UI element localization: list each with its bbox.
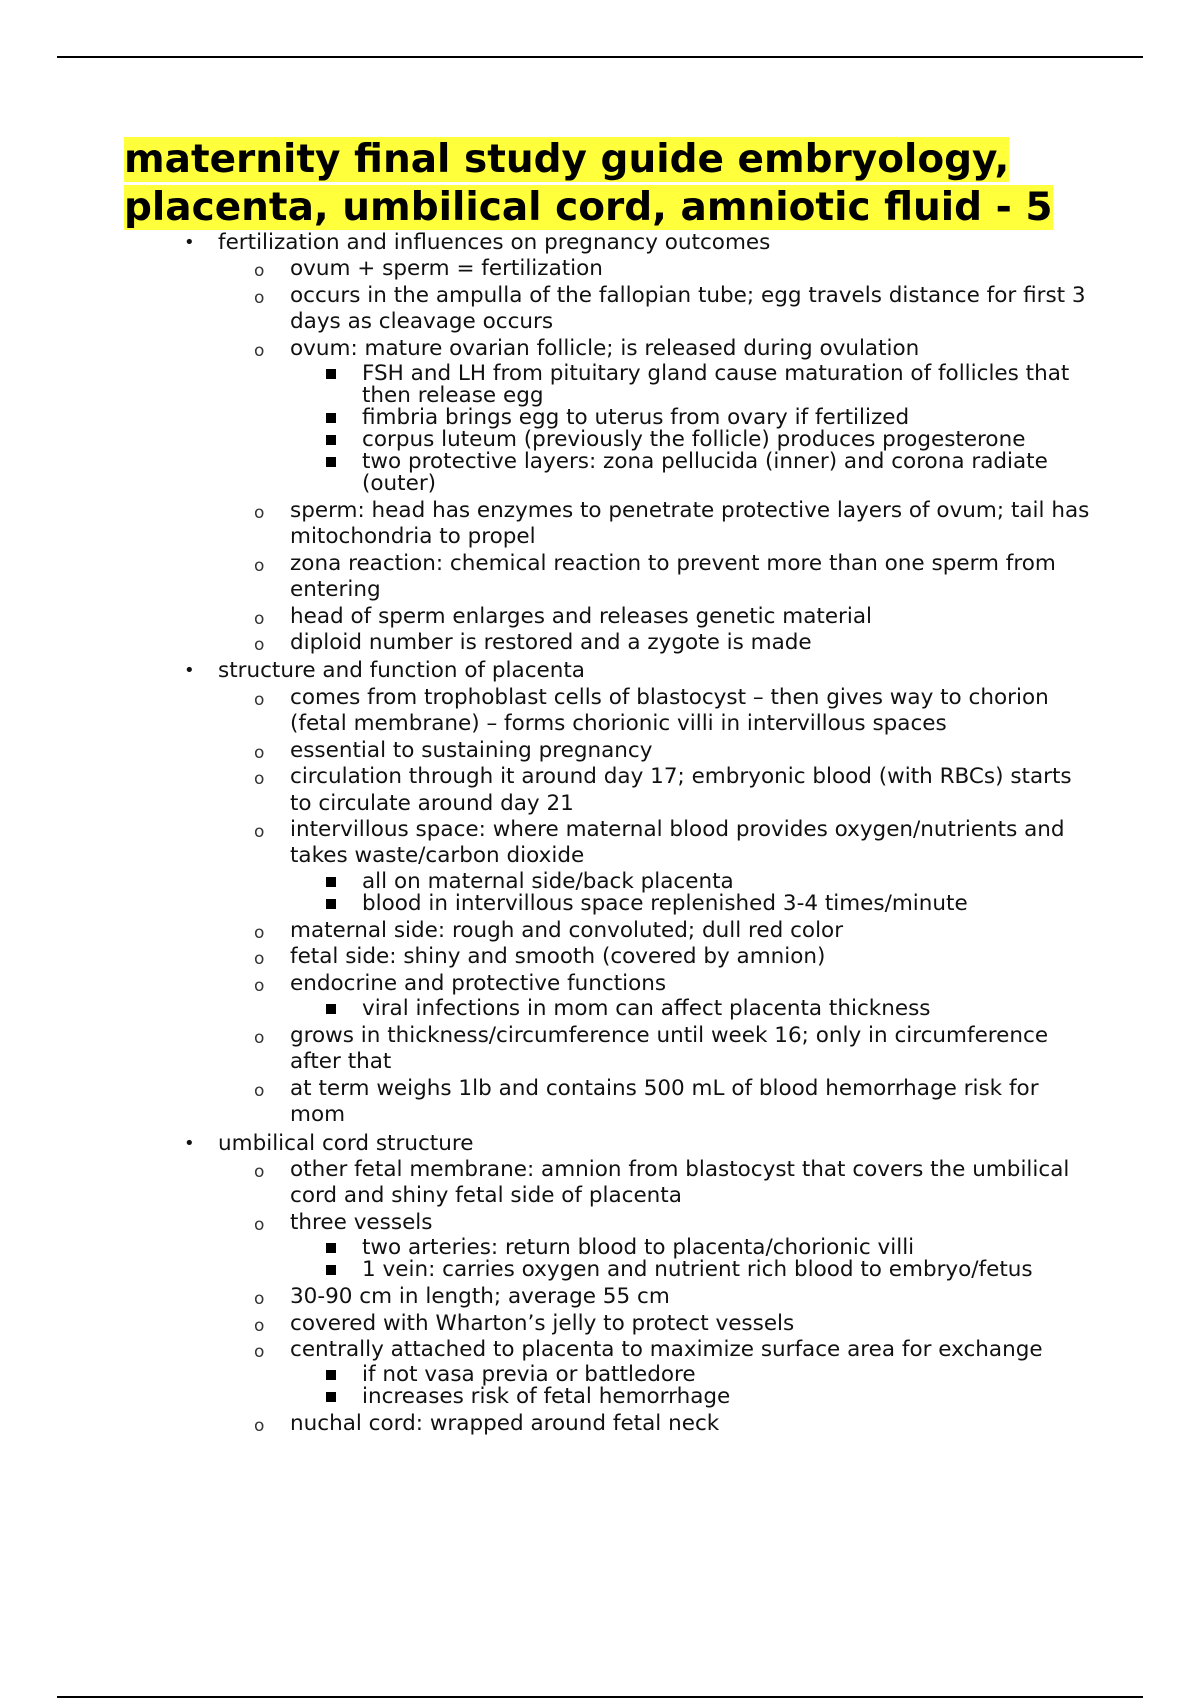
detail-item [290,890,1200,916]
sub-list [218,685,1200,1129]
circle-bullet-icon: o [254,1161,265,1182]
detail-item [290,363,1200,407]
outline-list [0,230,1200,1438]
list-item [218,738,1200,764]
list-item [218,1284,1200,1310]
section-item [0,1131,1200,1438]
top-rule [57,56,1143,58]
item-text: ovum + sperm = fertilization [290,256,603,282]
circle-bullet-icon: o [254,287,265,308]
item-text: grows in thickness/circumference until week 16; only in circumference after that [290,1022,1049,1075]
circle-bullet-icon: o [254,635,265,656]
list-item [218,1311,1200,1337]
item-text: at term weighs 1lb and contains 500 mL of blood hemorrhage risk for mom [290,1075,1039,1128]
section-heading: umbilical cord structure [218,1130,474,1156]
detail-item [290,407,1200,429]
section-item [0,230,1200,656]
circle-bullet-icon: o [254,949,265,970]
detail-item [290,451,1200,495]
square-bullet-icon [326,1004,336,1014]
bullet-icon: • [184,232,195,253]
circle-bullet-icon: o [254,1080,265,1101]
circle-bullet-icon: o [254,742,265,763]
list-item [218,551,1200,604]
square-bullet-icon [326,877,336,887]
bullet-icon: • [184,1132,195,1154]
square-bullet-icon [326,369,336,379]
square-bullet-icon [326,1370,336,1380]
detail-text: if not vasa previa or battledore [362,1362,696,1388]
circle-bullet-icon: o [254,821,265,842]
detail-text: all on maternal side/back placenta [362,868,734,894]
item-text: maternal side: rough and convoluted; dull red color [290,917,844,943]
list-item [218,1157,1200,1210]
square-bullet-icon [326,1392,336,1402]
item-text: centrally attached to placenta to maximize surface area for exchange [290,1337,1043,1362]
list-item [218,498,1200,551]
item-text: other fetal membrane: amnion from blastocyst that covers the umbilical cord and shiny fetal side of placenta [290,1156,1070,1209]
circle-bullet-icon: o [254,769,265,790]
list-item [218,283,1200,336]
detail-text: 1 vein: carries oxygen and nutrient rich blood to embryo/fetus [362,1257,1033,1283]
circle-bullet-icon: o [254,1342,265,1362]
list-item [218,1023,1200,1076]
item-text: sperm: head has enzymes to penetrate protective layers of ovum; tail has mitochondria to propel [290,498,1090,550]
circle-bullet-icon: o [254,555,265,576]
square-bullet-icon [326,899,336,909]
list-item [218,1411,1200,1437]
circle-bullet-icon: o [254,261,265,282]
detail-text: FSH and LH from pituitary gland cause maturation of follicles that then release egg [362,361,1070,409]
item-text: comes from trophoblast cells of blastocyst – then gives way to chorion (fetal membrane) – forms chorionic villi in intervillous spaces [290,684,1049,737]
circle-bullet-icon: o [254,340,265,361]
square-bullet-icon [326,1243,336,1253]
list-item [218,764,1200,817]
detail-list [290,868,1200,916]
circle-bullet-icon: o [254,1289,265,1310]
circle-bullet-icon: o [254,503,265,524]
section-item [0,658,1200,1128]
item-text: nuchal cord: wrapped around fetal neck [290,1411,720,1437]
circle-bullet-icon: o [254,608,265,629]
circle-bullet-icon: o [254,975,265,996]
section-heading: structure and function of placenta [218,658,585,684]
square-bullet-icon [326,457,336,467]
detail-item [290,1386,1200,1408]
detail-text: blood in intervillous space replenished 3-4 times/minute [362,890,968,916]
square-bullet-icon [326,435,336,445]
detail-list [290,1237,1200,1281]
item-text: diploid number is restored and a zygote is made [290,630,812,656]
bullet-icon: • [184,660,195,682]
sub-list [218,1157,1200,1438]
detail-item [290,1364,1200,1386]
list-item [218,918,1200,944]
list-item [218,336,1200,495]
list-item [218,685,1200,738]
detail-text: viral infections in mom can affect placenta thickness [362,995,931,1021]
circle-bullet-icon: o [254,1315,265,1336]
detail-item [290,429,1200,451]
list-item [218,630,1200,656]
detail-list [290,995,1200,1021]
list-item [218,817,1200,915]
item-text: essential to sustaining pregnancy [290,737,653,763]
bottom-rule [57,1696,1143,1698]
detail-text: two protective layers: zona pellucida (inner) and corona radiate (outer) [362,449,1048,497]
square-bullet-icon [326,413,336,423]
list-item [218,256,1200,282]
list-item [218,604,1200,630]
circle-bullet-icon: o [254,922,265,943]
section-heading: fertilization and influences on pregnancy outcomes [218,230,771,255]
list-item [218,944,1200,970]
detail-item [290,995,1200,1021]
list-item [218,971,1200,1020]
detail-text: fimbria brings egg to uterus from ovary if fertilized [362,405,910,431]
item-text: circulation through it around day 17; embryonic blood (with RBCs) starts to circulate around day 21 [290,764,1072,816]
circle-bullet-icon: o [254,1027,265,1048]
detail-item [290,868,1200,894]
item-text: covered with Wharton’s jelly to protect vessels [290,1310,795,1336]
item-text: intervillous space: where maternal blood provides oxygen/nutrients and takes waste/carbon dioxide [290,816,1065,869]
page-title [124,136,1053,232]
item-text: zona reaction: chemical reaction to prevent more than one sperm from entering [290,550,1056,603]
item-text: ovum: mature ovarian follicle; is released during ovulation [290,335,920,361]
item-text: three vessels [290,1209,433,1235]
circle-bullet-icon: o [254,689,265,710]
detail-list [290,363,1200,495]
detail-text: corpus luteum (previously the follicle) produces progesterone [362,427,1026,453]
title-line-1: maternity final study guide embryology, [124,137,1010,182]
item-text: endocrine and protective functions [290,970,667,996]
list-item [218,1337,1200,1408]
item-text: fetal side: shiny and smooth (covered by amnion) [290,944,826,970]
list-item [218,1076,1200,1129]
outline-content [0,230,1200,1440]
detail-text: two arteries: return blood to placenta/chorionic villi [362,1235,915,1261]
circle-bullet-icon: o [254,1214,265,1235]
title-line-2: placenta, umbilical cord, amniotic fluid - 5 [124,185,1053,230]
detail-item [290,1259,1200,1281]
sub-list [218,256,1200,656]
detail-text: increases risk of fetal hemorrhage [362,1384,731,1410]
item-text: 30-90 cm in length; average 55 cm [290,1284,670,1310]
item-text: head of sperm enlarges and releases genetic material [290,603,873,629]
circle-bullet-icon: o [254,1416,265,1437]
list-item [218,1210,1200,1281]
item-text: occurs in the ampulla of the fallopian tube; egg travels distance for first 3 days as cleavage occurs [290,282,1086,335]
detail-list [290,1364,1200,1408]
square-bullet-icon [326,1265,336,1275]
detail-item [290,1237,1200,1259]
